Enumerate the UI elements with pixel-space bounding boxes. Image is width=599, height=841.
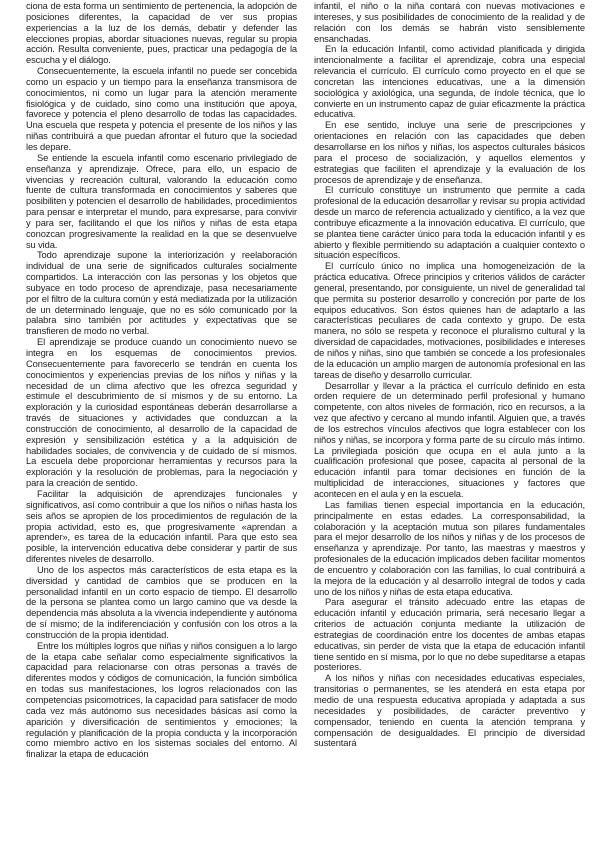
paragraph: Desarrollar y llevar a la práctica el currículo definido en esta orden requiere de un determinado perfil profesional y humano competente, con altos niveles de formación, rico en recursos, a la vez que afectivo y cercano al mundo infantil. Alguien que, a través de los estrechos vínculos afectivos que logra establecer con los niños y niñas, se incorpora y forma parte de su círculo más íntimo. La privilegiada posición que ocupa en el aula junto a la cualificación profesional que posee, capacita al personal de la educación infantil para tomar decisiones en función de la multiplicidad de interacciones, situaciones y factores que acontecen en el aula y en la escuela. [314, 380, 585, 499]
paragraph: A los niños y niñas con necesidades educativas especiales, transitorias o permanentes, se les atenderá en esta etapa por medio de una respuesta educativa apropiada y adaptada a sus necesidades y posibilidades, de carácter preventivo y compensador, teniendo en cuenta la atención temprana y compensación de desigualdades. El principio de diversidad sustentará [314, 673, 585, 749]
paragraph: ciona de esta forma un sentimiento de pertenencia, la adopción de posiciones diferentes, la capacidad de ver sus propias experiencias a la luz de los demás, debatir y defender las elecciones propias, abordar situaciones nuevas, regular su propia acción. Resulta conveniente, pues, practicar una pedagogía de la escucha y el diálogo. [26, 1, 297, 66]
paragraph: Entre los múltiples logros que niñas y niños consiguen a lo largo de la etapa cabe señalar como especialmente significativos la capacidad para relacionarse con otras personas a través de diferentes modos y códigos de comunicación, la función simbólica en todas sus manifestaciones, los logros relacionados con las competencias psicomotrices, la capacidad para satisfacer de modo cada vez más autónomo sus necesidades básicas así como la aparición y diversificación de sentimientos y emociones; la regulación y planificación de la propia conducta y la incorporación como miembro activo en los sistemas sociales del entorno. Al finalizar la etapa de educación [26, 640, 297, 760]
paragraph: Todo aprendizaje supone la interiorización y reelaboración individual de una serie de significados culturales socialmente compartidos. La interacción con las personas y los objetos que subyace en todo proceso de aprendizaje, pasa necesariamente por el filtro de la cultura común y está mediatizada por la utilización de un determinado lenguaje, que no es sólo comunicado por la palabra sino también por actitudes y expectativas que se transfieren de modo no verbal. [26, 250, 297, 337]
paragraph: Uno de los aspectos más característicos de esta etapa es la diversidad y cantidad de cambios que se producen en la personalidad infantil en un corto espacio de tiempo. El desarrollo de la persona se plantea como un largo camino que va desde la dependencia más absoluta a la vivencia independiente y autónoma de sí mismo; de la indiferenciación y confusión con los otros a la construcción de la propia identidad. [26, 564, 297, 640]
left-text-column [26, 1, 297, 760]
paragraph: Para asegurar el tránsito adecuado entre las etapas de educación infantil y educación primaria, será necesario llegar a criterios de actuación conjunta mediante la utilización de estrategias de coordinación entre los docentes de ambas etapas educativas, sin perder de vista que la etapa de educación infantil tiene sentido en sí misma, por lo que no debe supeditarse a etapas posteriores. [314, 597, 585, 673]
paragraph: Facilitar la adquisición de aprendizajes funcionales y significativos, así como contribuir a que los niños o niñas hasta los seis años se apropien de los procedimientos de regulación de la propia actividad, esto es, que progresivamente «aprendan a aprender», es tarea de la educación infantil. Para que esto sea posible, la intervención educativa debe considerar y partir de sus diferentes niveles de desarrollo. [26, 488, 297, 565]
paragraph: Se entiende la escuela infantil como escenario privilegiado de enseñanza y aprendizaje. Ofrece, para ello, un espacio de vivencias y recreación cultural, valorando la educación como fuente de cultura transformada en conocimientos y saberes que posibiliten y potencien el desarrollo de habilidades, procedimientos para pensar e interpretar el mundo, para expresarse, para convivir y para ser, facilitando el que los niños y niñas de esta etapa conozcan progresivamente la realidad en la que se desenvuelve su vida. [26, 152, 297, 250]
paragraph: infantil, el niño o la niña contará con nuevas motivaciones e intereses, y sus posibilidades de conocimiento de la realidad y de relación con los demás se habrán visto sensiblemente ensanchadas. [314, 1, 585, 44]
paragraph: El currículo único no implica una homogeneización de la práctica educativa. Ofrece principios y criterios válidos de carácter general, presentando, por consiguiente, un nivel de generalidad tal que permita su posterior desarrollo y concreción por parte de los equipos educativos. Son éstos quienes han de adaptarlo a las características peculiares de cada contexto y grupo. De esta manera, no sólo se respeta y reconoce el pluralismo cultural y la diversidad de capacidades, motivaciones, posibilidades e intereses de niños y niñas, sino que también se concede a los profesionales de la educación un amplio margen de autonomía profesional en las tareas de diseño y desarrollo curricular. [314, 261, 585, 380]
paragraph: Las familias tienen especial importancia en la educación, principalmente en estas edades. La corresponsabilidad, la colaboración y la aceptación mutua son pilares fundamentales para el mejor desarrollo de los niños y niñas y de los procesos de enseñanza y aprendizaje. Por tanto, las maestras y maestros y profesionales de la educación implicados deben facilitar momentos de encuentro y colaboración con las familias, lo cual contribuirá a la mejora de la educación y al desarrollo integral de todos y cada uno de los niños y niñas de esta etapa educativa. [314, 499, 585, 597]
paragraph: En la educación Infantil, como actividad planificada y dirigida intencionalmente a facilitar el aprendizaje, cobra una especial relevancia el currículo. El currículo como proyecto en el que se concretan las intenciones educativas, une a la dimensión sociológica y axiológica, una segunda, de índole técnica, que lo convierte en un instrumento capaz de guiar eficazmente la práctica educativa. [314, 44, 585, 120]
right-text-column [314, 1, 585, 749]
paragraph: El currículo constituye un instrumento que permite a cada profesional de la educación desarrollar y revisar su propia actividad desde un marco de referencia actualizado y científico, a la vez que contribuye eficazmente a la innovación educativa. El currículo, que se plantea tiene carácter único para toda la educación infantil y es abierto y flexible permitiendo su adaptación a cualquier contexto o situación específicos. [314, 185, 585, 261]
paragraph: Consecuentemente, la escuela infantil no puede ser concebida como un espacio y un tiempo para la enseñanza transmisora de conocimientos, ni como un lugar para la atención meramente fisiológica y de cuidado, sino como una institución que apoya, favorece y potencia el pleno desarrollo de todas las capacidades. Una escuela que respeta y potencia el presente de los niños y las niñas contribuirá a que puedan afrontar el futuro que la sociedad les depare. [26, 66, 297, 152]
paragraph: El aprendizaje se produce cuando un conocimiento nuevo se integra en los esquemas de conocimientos previos. Consecuentemente para favorecerlo se tendrán en cuenta los conocimientos y experiencias previas de los niños y niñas y la necesidad de un clima afectivo que les ofrezca seguridad y estimule el descubrimiento de sí mismos y de su entorno. La exploración y la curiosidad espontáneas deberán desarrollarse a través de situaciones y actividades que conduzcan a la construcción de conocimiento, al desarrollo de la capacidad de expresión y sensibilización estética y a la adquisición de habilidades sociales, de convivencia y de cuidado de sí mismos. La escuela debe proporcionar herramientas y recursos para la exploración y la resolución de problemas, para la negociación y para la creación de sentido. [26, 337, 297, 489]
paragraph: En ese sentido, incluye una serie de prescripciones y orientaciones en relación con las capacidades que deben desarrollarse en los niños y niñas, los aspectos culturales básicos para el proceso de socialización, y aquellos elementos y estrategias que faciliten el aprendizaje y la evaluación de los procesos de aprendizaje y de enseñanza. [314, 120, 585, 185]
